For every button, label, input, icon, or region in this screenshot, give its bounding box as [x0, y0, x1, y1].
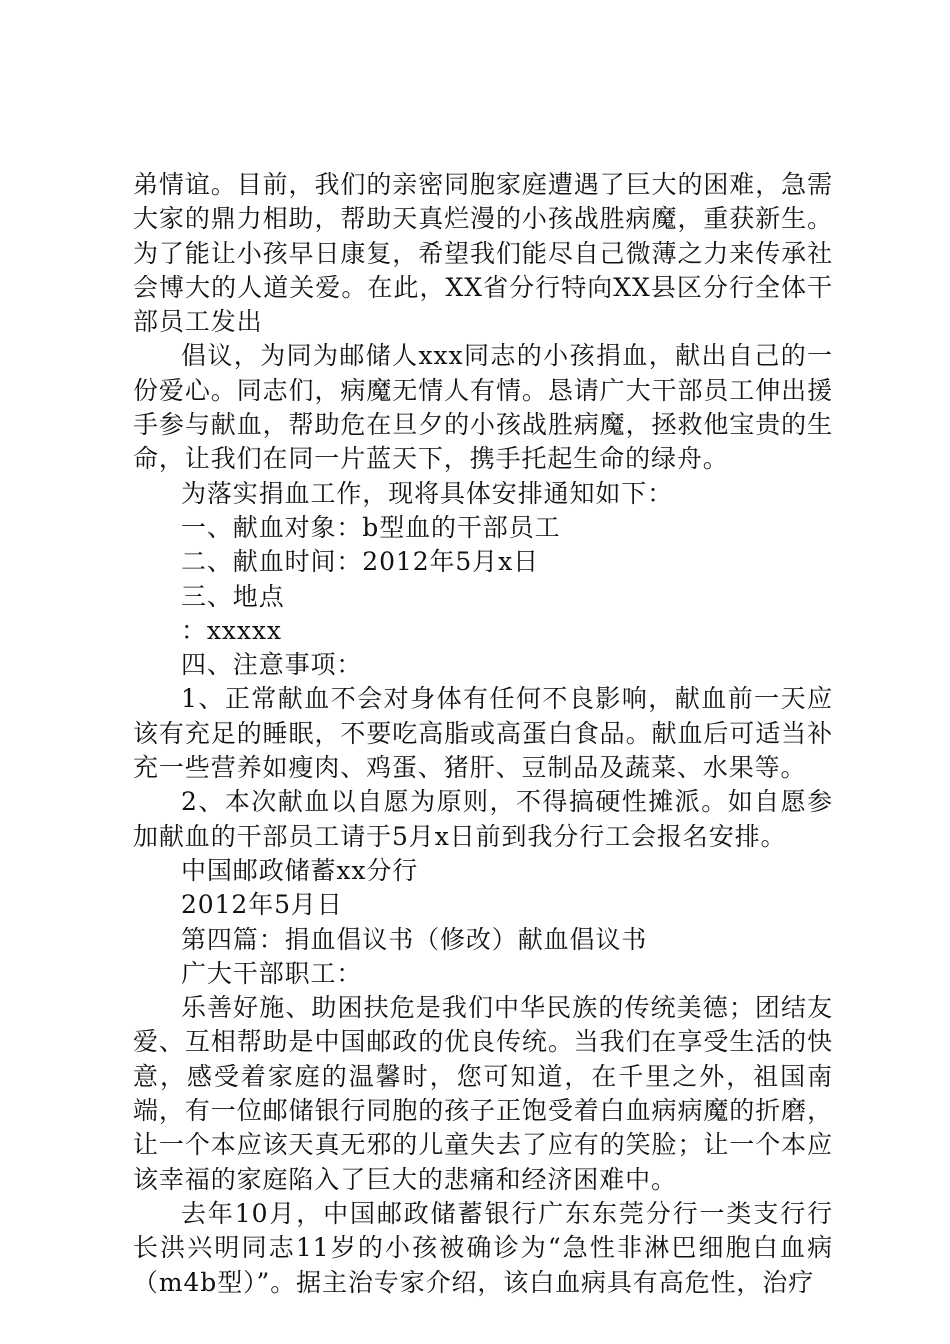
paragraph-intro-continuation: 弟情谊。目前，我们的亲密同胞家庭遭遇了巨大的困难，急需大家的鼎力相助，帮助天真烂漫的小孩战胜病魔，重获新生。为了能让小孩早日康复，希望我们能尽自己微薄之力来传承社会博大的人道关爱。在此，XX省分行特向XX县区分行全体干部员工发出 — [133, 170, 833, 337]
document-body — [133, 168, 833, 1300]
salutation: 广大干部职工： — [181, 958, 363, 988]
item-location-value: ：xxxxx — [181, 615, 282, 645]
item-location-heading: 三、地点 — [181, 581, 285, 611]
section-heading-part-four: 第四篇：捐血倡议书（修改）献血倡议书 — [181, 924, 648, 954]
paragraph-proposal: 倡议，为同为邮储人xxx同志的小孩捐血，献出自己的一份爱心。同志们，病魔无情人有情。恳请广大干部员工伸出援手参与献血，帮助危在旦夕的小孩战胜病魔，拯救他宝贵的生命，让我们在同一片蓝天下，携手托起生命的绿舟。 — [133, 341, 833, 474]
item-notes-heading: 四、注意事项： — [181, 650, 363, 680]
item-donor-target: 一、献血对象：b型血的干部员工 — [181, 512, 561, 542]
paragraph-case-description: 去年10月，中国邮政储蓄银行广东东莞分行一类支行行长洪兴明同志11岁的小孩被确诊为“急性非淋巴细胞白血病（m4b型）”。据主治专家介绍，该白血病具有高危性，治疗 — [133, 1198, 833, 1297]
signature-organization: 中国邮政储蓄xx分行 — [181, 855, 419, 885]
paragraph-arrangement-intro: 为落实捐血工作，现将具体安排通知如下： — [181, 478, 674, 508]
note-item-2: 2、本次献血以自愿为原则，不得搞硬性摊派。如自愿参加献血的干部员工请于5月x日前到我分行工会报名安排。 — [133, 787, 833, 851]
signature-date: 2012年5月日 — [181, 890, 343, 920]
note-item-1: 1、正常献血不会对身体有任何不良影响，献血前一天应该有充足的睡眠，不要吃高脂或高蛋白食品。献血后可适当补充一些营养如瘦肉、鸡蛋、猪肝、豆制品及蔬菜、水果等。 — [133, 684, 833, 783]
paragraph-virtues: 乐善好施、助困扶危是我们中华民族的传统美德；团结友爱、互相帮助是中国邮政的优良传统。当我们在享受生活的快意，感受着家庭的温馨时，您可知道，在千里之外，祖国南端，有一位邮储银行同胞的孩子正饱受着白血病病魔的折磨，让一个本应该天真无邪的儿童失去了应有的笑脸；让一个本应该幸福的家庭陷入了巨大的悲痛和经济困难中。 — [133, 993, 833, 1194]
item-donation-time: 二、献血时间：2012年5月x日 — [181, 547, 540, 577]
